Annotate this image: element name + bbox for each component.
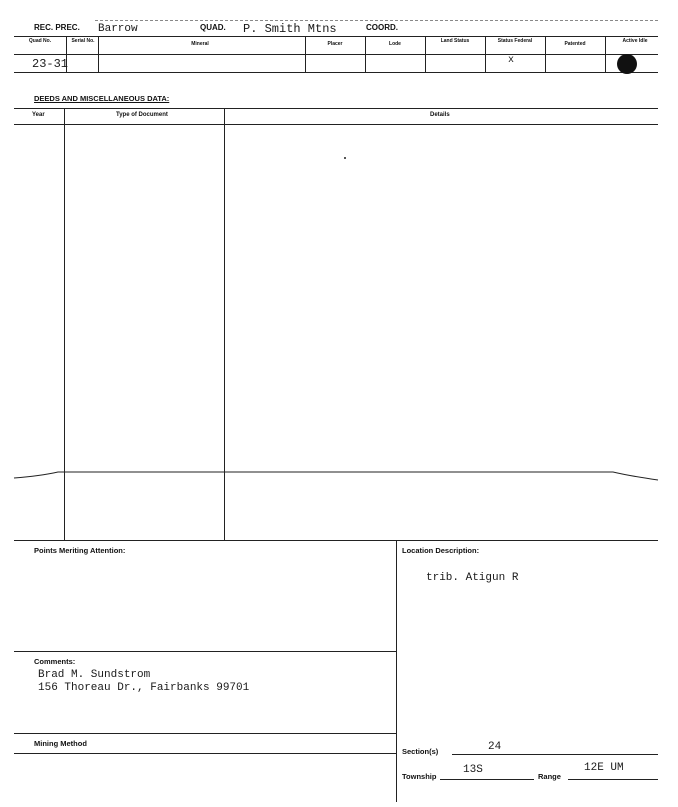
- col-divider: [485, 36, 486, 72]
- mining-method-line: [14, 753, 396, 754]
- section-underline: [452, 754, 658, 755]
- fold-line: [0, 460, 678, 490]
- deeds-section-title: DEEDS AND MISCELLANEOUS DATA:: [34, 94, 170, 103]
- location-label: Location Description:: [402, 546, 480, 555]
- mining-method-label: Mining Method: [34, 739, 87, 748]
- col-divider: [545, 36, 546, 72]
- col-divider: [365, 36, 366, 72]
- col-header-patented: Patented: [564, 41, 586, 47]
- location-value: trib. Atigun R: [426, 572, 519, 584]
- col-divider: [305, 36, 306, 72]
- col-header-quad-no: Quad No.: [28, 38, 52, 44]
- comments-line-1: Brad M. Sundstrom: [38, 669, 151, 681]
- points-label: Points Meriting Attention:: [34, 546, 126, 555]
- table-top-line: [14, 36, 658, 37]
- comments-line-2: 156 Thoreau Dr., Fairbanks 99701: [38, 682, 250, 694]
- deeds-top-line: [14, 108, 658, 109]
- points-bottom-line: [14, 651, 396, 652]
- deeds-col-details: Details: [430, 112, 450, 118]
- section-value: 24: [488, 741, 502, 753]
- township-label: Township: [402, 772, 437, 781]
- punch-hole-mark: [617, 54, 637, 74]
- lower-center-divider: [396, 540, 397, 802]
- table-bottom-line: [14, 72, 658, 73]
- col-header-placer: Placer: [327, 41, 343, 47]
- col-divider: [98, 36, 99, 72]
- rec-prec-label: REC. PREC.: [34, 23, 80, 32]
- quad-value: P. Smith Mtns: [243, 22, 337, 36]
- col-divider: [425, 36, 426, 72]
- col-header-lode: Lode: [389, 41, 401, 47]
- township-value: 13S: [463, 764, 483, 776]
- range-label: Range: [538, 772, 561, 781]
- col-divider: [605, 36, 606, 72]
- status-federal-mark: x: [508, 55, 515, 66]
- rec-prec-value: Barrow: [98, 23, 138, 35]
- deeds-col-type: Type of Document: [116, 112, 168, 118]
- col-header-status-federal: Status Federal: [497, 38, 533, 44]
- quad-no-value: 23-31: [32, 57, 69, 71]
- col-header-active-idle: Active Idle: [622, 38, 648, 44]
- range-underline: [568, 779, 658, 780]
- comments-bottom-line: [14, 733, 396, 734]
- deeds-col-year: Year: [32, 112, 45, 118]
- col-header-mineral: Mineral: [191, 41, 209, 47]
- deeds-bottom-line: [14, 540, 658, 541]
- township-underline: [440, 779, 534, 780]
- col-header-serial-no: Serial No.: [71, 38, 95, 44]
- coord-label: COORD.: [366, 23, 398, 32]
- comments-label: Comments:: [34, 657, 76, 666]
- quad-label: QUAD.: [200, 23, 226, 32]
- col-header-land-status: Land Status: [440, 38, 470, 44]
- speck-mark: [344, 157, 346, 159]
- range-value: 12E UM: [584, 762, 624, 774]
- deeds-header-line: [14, 124, 658, 125]
- header-top-rule: [95, 20, 658, 21]
- section-label: Section(s): [402, 747, 439, 756]
- table-header-bottom-line: [14, 54, 658, 55]
